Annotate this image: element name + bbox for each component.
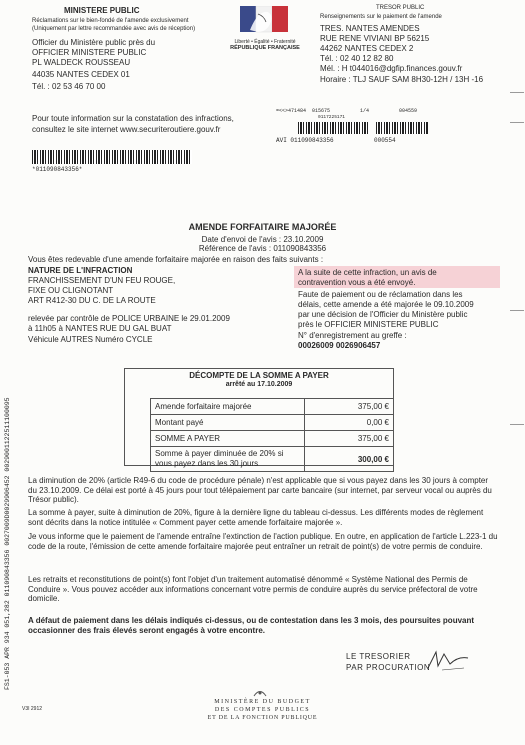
ministry-emblem-icon (252, 684, 268, 694)
right-line-3: Faute de paiement ou de réclamation dans les (298, 290, 463, 299)
intro-text: Vous êtes redevable d'une amende forfaitaire majorée en raison des faits suivants : (28, 255, 324, 264)
signature-line-1: LE TRESORIER (346, 652, 411, 661)
right-line-4: délais, cette amende a été majorée le 09.10.2009 (298, 300, 474, 309)
decompte-subtitle: arrêté au 17.10.2009 (225, 380, 293, 388)
right-line-5: par une décision de l'Officier du Ministère public (298, 310, 468, 319)
table-row (151, 415, 394, 431)
margin-mark (510, 310, 524, 311)
right-line-8: 00026009 0026906457 (298, 341, 381, 350)
notice-reference: Référence de l'avis : 011090843356 (198, 244, 327, 253)
sender-title: MINISTERE PUBLIC (64, 6, 140, 15)
marianne-icon (222, 6, 308, 34)
row-label: SOMME A PAYER (151, 431, 305, 447)
right-line-1: A la suite de cette infraction, un avis de (298, 268, 437, 277)
sender-line-2: OFFICIER MINISTERE PUBLIC (32, 48, 147, 57)
row-amount: 375,00 € (305, 399, 394, 415)
table-row (151, 447, 394, 472)
nature-line-3: ART R412-30 DU C. DE LA ROUTE (28, 296, 156, 305)
sender-tel: Tél. : 02 53 46 70 00 (32, 82, 106, 91)
row-label: Montant payé (151, 415, 305, 431)
republic-name: RÉPUBLIQUE FRANÇAISE (230, 45, 300, 51)
sender-note-1: Réclamations sur le bien-fondé de l'amende exclusivement (32, 18, 189, 24)
notice-date: Date d'envoi de l'avis : 23.10.2009 (201, 235, 324, 244)
republic-logo (222, 6, 308, 50)
nature-line-2: FIXE OU CLIGNOTANT (28, 286, 114, 295)
tresor-line-1: TRES. NANTES AMENDES (320, 24, 420, 33)
paragraph-action: Je vous informe que le paiement de l'amende entraîne l'extinction de l'action publique. En outre, en application de l'article L.223-1 du code de la route, l'émission de cette amende forfaitaire majorée peut entraîner un retrait de point(s) de votre permis de conduire. (28, 532, 498, 551)
paragraph-warning: A défaut de paiement dans les délais indiqués ci-dessus, ou de contestation dans les 3 mois, des poursuites pouvant occasionner des frais élevés seront engagés à votre encontre. (28, 616, 475, 635)
decompte-table (150, 398, 394, 472)
margin-mark (510, 424, 524, 425)
tresor-tel: Tél. : 02 40 12 82 80 (320, 54, 394, 63)
tresor-title: TRESOR PUBLIC (376, 5, 425, 11)
row-label: Somme à payer diminuée de 20% si vous payez dans les 30 jours (151, 447, 305, 472)
tresor-line-2: RUE RENE VIVIANI BP 56215 (320, 34, 430, 43)
sender-line-1: Officier du Ministère public près du (32, 38, 156, 47)
avis-suffix: 000554 (374, 137, 396, 144)
tresor-hours: Horaire : TLJ SAUF SAM 8H30-12H / 13H -16 (320, 75, 484, 84)
main-title: AMENDE FORFAITAIRE MAJORÉE (188, 222, 337, 232)
vehicle-line: Véhicule AUTRES Numéro CYCLE (28, 335, 153, 344)
republic-motto: Liberté • Égalité • Fraternité (234, 39, 296, 45)
row-amount: 375,00 € (305, 431, 394, 447)
decompte-table-wrap (150, 398, 394, 472)
sender-line-3: PL WALDECK ROUSSEAU (32, 58, 131, 67)
row-label: Amende forfaitaire majorée (151, 399, 305, 415)
row-amount: 0,00 € (305, 415, 394, 431)
ministry-line-2: DES COMPTES PUBLICS (214, 707, 311, 713)
ministry-line-3: ET DE LA FONCTION PUBLIQUE (207, 715, 318, 721)
ocr-small: 0117225171 (318, 115, 346, 120)
sender-note-2: (Uniquement par lettre recommandée avec avis de réception) (32, 26, 196, 32)
handwritten-signature-icon (424, 646, 474, 674)
paragraph-reduction: La diminution de 20% (article R49-6 du code de procédure pénale) n'est applicable que si vous payez dans les 30 jours à compter du 23.10.2009. Ce délai est porté à 45 jours pour tout télépaiement par carte bancaire (sur internet, par serveur vocal ou auprès du Trésor public). (28, 476, 492, 504)
nature-line-1: FRANCHISSEMENT D'UN FEU ROUGE, (28, 276, 176, 285)
table-row (151, 431, 394, 447)
paragraph-payment: La somme à payer, suite à diminution de 20%, figure à la dernière ligne du tableau ci-dessus. Les différents modes de règlement sont décrits dans la notice intitulée « Comment payer cette amende forfaitaire majorée ». (28, 508, 484, 527)
tresor-note: Renseignements sur le paiement de l'amende (320, 14, 442, 20)
info-line-1: Pour toute information sur la constatation des infractions, (32, 114, 234, 123)
left-barcode-text: *011090843356* (32, 166, 83, 173)
ministry-block (0, 698, 525, 722)
right-line-7: N° d'enregistrement au greffe : (298, 331, 407, 340)
ocr-top-row: =<<>471484 015675 1/4 004559 (276, 108, 418, 114)
sender-line-4: 44035 NANTES CEDEX 01 (32, 70, 130, 79)
signature-line-2: PAR PROCURATION (346, 663, 431, 672)
right-line-2: contravention vous a été envoyé. (298, 278, 416, 287)
avis-number: AVI 011090843356 (276, 137, 334, 144)
left-barcode (32, 150, 192, 164)
avis-barcode-2 (376, 122, 428, 134)
ministry-line-1: MINISTÈRE DU BUDGET (214, 699, 311, 705)
footer-code: V3I 2912 (22, 706, 43, 712)
nature-label: NATURE DE L'INFRACTION (28, 266, 133, 275)
tresor-line-3: 44262 NANTES CEDEX 2 (320, 44, 414, 53)
info-line-2: consultez le site internet www.securiteroutiere.gouv.fr (32, 125, 221, 134)
right-line-6: près le OFFICIER MINISTERE PUBLIC (298, 320, 439, 329)
margin-mark (510, 92, 524, 93)
paragraph-points: Les retraits et reconstitutions de point(s) font l'objet d'un traitement automatisé dénommé « Système National des Permis de Conduire ». Vous pouvez accéder aux informations concernant votre permis de conduire auprès du service préfectoral de votre domicile. (28, 575, 478, 603)
table-row (151, 399, 394, 415)
row-amount: 300,00 € (305, 447, 394, 472)
decompte-title: DÉCOMPTE DE LA SOMME A PAYER (189, 371, 329, 380)
margin-mark (510, 122, 524, 123)
avis-barcode (298, 122, 370, 134)
tresor-mail: Mél. : H t044016@dgfip.finances.gouv.fr (320, 64, 463, 73)
releve-line-2: à 11h05 à NANTES RUE DU GAL BUAT (28, 324, 172, 333)
vertical-code: FS1-053 APR 934 051,282 011090843356 0027009D0029906452 0029001122511100095 (4, 397, 11, 690)
releve-line-1: relevée par contrôle de POLICE URBAINE le 29.01.2009 (28, 314, 230, 323)
